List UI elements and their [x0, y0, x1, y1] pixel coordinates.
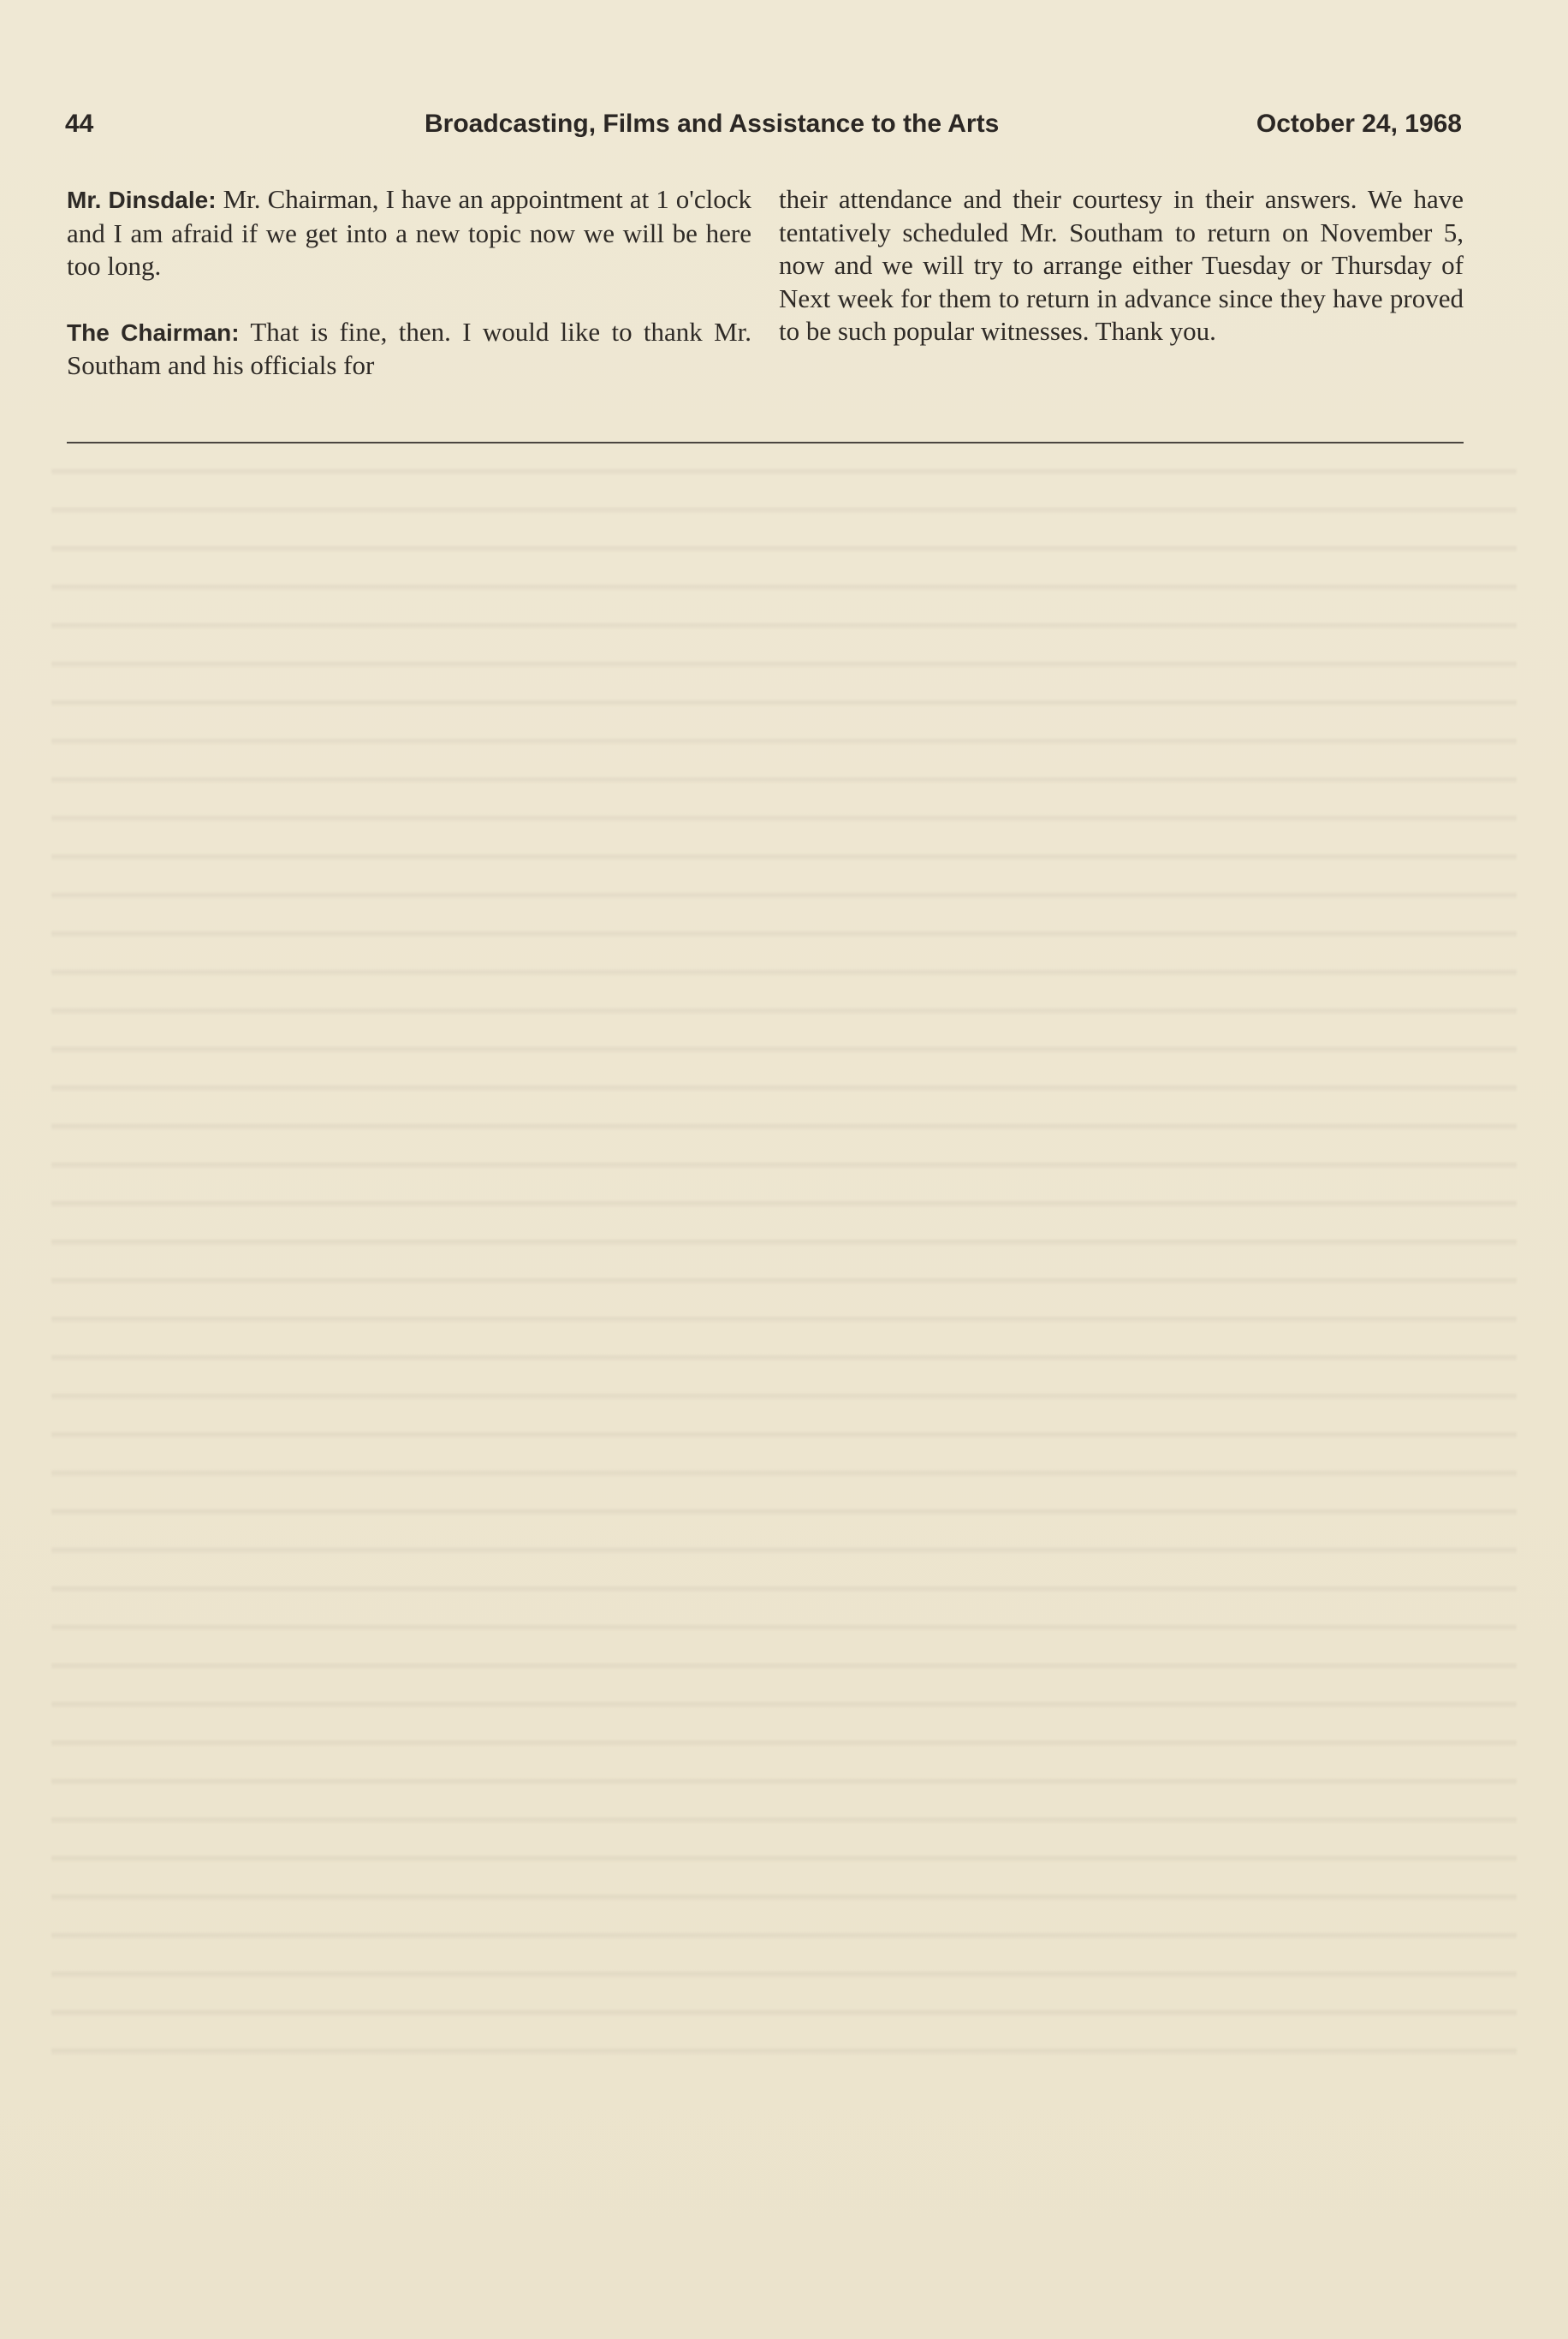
paragraph-text: That is fine, then. I would like to thank Mr. Southam and his officials for [67, 316, 752, 381]
paragraph-chairman-continued [779, 183, 1464, 348]
page-number: 44 [65, 110, 94, 138]
paragraph-text: Mr. Chairman, I have an appointment at 1 o'clock and I am afraid if we get into a new topic now we will be here too long. [67, 184, 751, 282]
paragraph-text: their attendance and their courtesy in their answers. We have tentatively scheduled Mr. Southam to return on November 5, now and we will try to arrange either Tuesday or Thursday of Next week for them to return in advance since they have proved to be such popular witnesses. Thank you. [779, 184, 1464, 347]
paragraph-chairman [67, 316, 751, 383]
running-header [65, 110, 1462, 147]
paragraph-dinsdale [67, 183, 751, 283]
bleed-through-texture [51, 445, 1517, 2072]
header-date: October 24, 1968 [1256, 110, 1462, 138]
right-column [779, 183, 1464, 348]
publication-title: Broadcasting, Films and Assistance to the Arts [425, 110, 1000, 138]
speaker-name: Mr. Dinsdale: [67, 187, 217, 213]
section-divider-rule [67, 442, 1464, 443]
speaker-name: The Chairman: [67, 318, 240, 346]
left-column [67, 183, 751, 383]
